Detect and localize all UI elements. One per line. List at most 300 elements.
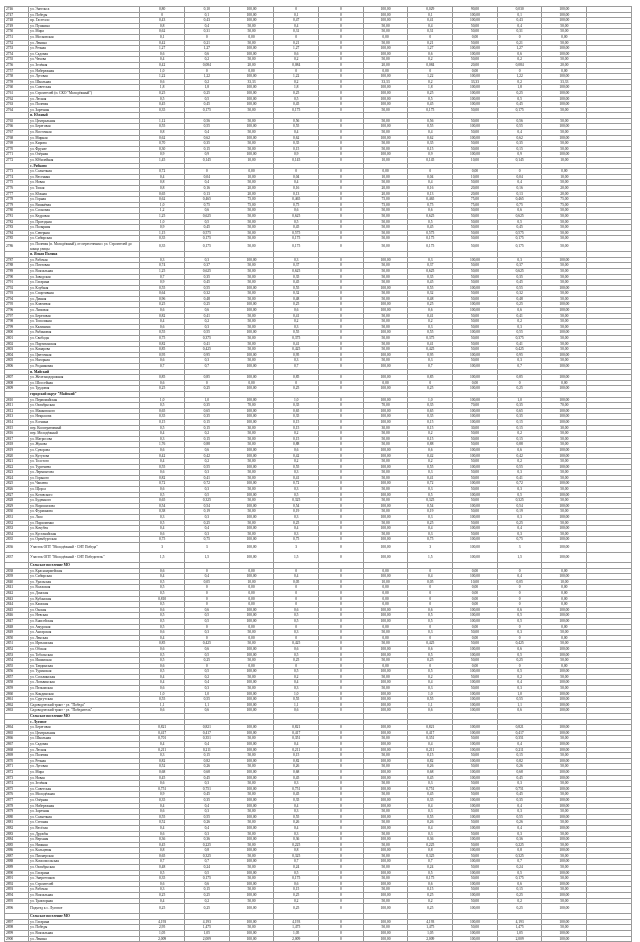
value-cell: 0,2: [274, 431, 319, 437]
value-cell: 100,00: [542, 919, 587, 925]
document-page: [4, 6, 632, 942]
value-cell: 0: [319, 481, 364, 487]
value-cell: 0,3: [408, 686, 453, 692]
value-cell: 0,26: [274, 820, 319, 826]
value-cell: 0,15: [274, 436, 319, 442]
value-cell: 0,41: [408, 475, 453, 481]
row-number: 2759: [5, 79, 29, 85]
value-cell: 0,6: [140, 686, 185, 692]
value-cell: 0,68: [140, 769, 185, 775]
value-cell: 0,41: [497, 341, 542, 347]
value-cell: 100,00: [542, 375, 587, 381]
value-cell: 100,00: [453, 124, 498, 130]
value-cell: 50,00: [363, 674, 408, 680]
value-cell: 0,5: [408, 652, 453, 658]
value-cell: 100,00: [542, 51, 587, 57]
value-cell: 0,35: [408, 414, 453, 420]
value-cell: 0,325: [274, 853, 319, 859]
value-cell: 0,9: [274, 152, 319, 158]
value-cell: 75,00: [542, 197, 587, 203]
street-name-cell: Участок ОПТ "Молодёжный - СНТ Победа": [29, 543, 140, 553]
value-cell: 1,05: [140, 931, 185, 937]
row-number: 2775: [5, 180, 29, 186]
row-number: 2869: [5, 753, 29, 759]
value-cell: 0,45: [497, 792, 542, 798]
value-cell: 50,00: [363, 118, 408, 124]
value-cell: 0: [274, 169, 319, 175]
row-number: 2789: [5, 268, 29, 274]
value-cell: 0: [319, 820, 364, 826]
row-number: 2834: [5, 531, 29, 537]
value-cell: 0,41: [274, 475, 319, 481]
value-cell: 0,00: [542, 602, 587, 608]
value-cell: 0,35: [184, 403, 229, 409]
value-cell: 50,00: [542, 23, 587, 29]
value-cell: 50,00: [542, 853, 587, 859]
street-name-cell: Садоводческий тракт - ул. "Победитель": [29, 708, 140, 714]
value-cell: 50,00: [453, 842, 498, 848]
value-cell: 100,00: [453, 285, 498, 291]
value-cell: 0,3: [497, 831, 542, 837]
value-cell: 0: [319, 531, 364, 537]
value-cell: 0: [497, 624, 542, 630]
street-name-cell: ул. Амурская: [29, 624, 140, 630]
value-cell: 0: [319, 708, 364, 714]
value-cell: 0,575: [274, 230, 319, 236]
value-cell: 100,00: [542, 46, 587, 52]
value-cell: 1,0: [140, 219, 185, 225]
value-cell: 50,00: [363, 736, 408, 742]
value-cell: 100,00: [363, 742, 408, 748]
value-cell: 100,00: [229, 691, 274, 697]
value-cell: 50,00: [363, 781, 408, 787]
street-name-cell: ул. Котовского: [29, 492, 140, 498]
value-cell: 0,45: [184, 775, 229, 781]
value-cell: 0: [319, 130, 364, 136]
value-cell: 0,42: [140, 40, 185, 46]
value-cell: 0,3: [408, 470, 453, 476]
value-cell: 1,12: [140, 118, 185, 124]
street-name-cell: ул. Кондинская: [29, 691, 140, 697]
value-cell: 100,00: [453, 803, 498, 809]
value-cell: 0,5: [408, 613, 453, 619]
value-cell: 0,35: [140, 414, 185, 420]
value-cell: 100,00: [542, 503, 587, 509]
value-cell: 0,00: [453, 568, 498, 574]
value-cell: 100,00: [363, 848, 408, 854]
value-cell: 1,22: [140, 74, 185, 80]
value-cell: 1,05: [408, 931, 453, 937]
value-cell: 0,3: [184, 487, 229, 493]
value-cell: 0,5: [274, 219, 319, 225]
value-cell: 0,417: [140, 730, 185, 736]
value-cell: 0: [184, 635, 229, 641]
value-cell: 0,82: [184, 758, 229, 764]
value-cell: 0,04: [497, 174, 542, 180]
value-cell: 0,55: [184, 814, 229, 820]
value-cell: 1,22: [274, 74, 319, 80]
value-cell: 100,00: [363, 397, 408, 403]
row-number: 2803: [5, 347, 29, 353]
value-cell: 100,00: [542, 652, 587, 658]
value-cell: 0: [497, 585, 542, 591]
value-cell: 100,00: [229, 51, 274, 57]
value-cell: 50,00: [542, 319, 587, 325]
value-cell: 0,5: [408, 96, 453, 102]
street-name-cell: ул. Фрунзе: [29, 146, 140, 152]
value-cell: 50,00: [542, 146, 587, 152]
value-cell: 1,0: [408, 691, 453, 697]
value-cell: 100,00: [363, 85, 408, 91]
value-cell: 50,00: [229, 241, 274, 251]
value-cell: 0,5: [140, 425, 185, 431]
value-cell: 0,15: [408, 436, 453, 442]
value-cell: 0: [319, 74, 364, 80]
value-cell: 1,0: [274, 691, 319, 697]
value-cell: 0: [319, 742, 364, 748]
value-cell: 0,810: [140, 596, 185, 602]
value-cell: 0: [319, 158, 364, 164]
row-number: 2864: [5, 725, 29, 731]
row-number: 2793: [5, 291, 29, 297]
value-cell: 0,35: [497, 414, 542, 420]
value-cell: 0,26: [408, 820, 453, 826]
value-cell: 0,00: [229, 568, 274, 574]
value-cell: 0: [497, 635, 542, 641]
value-cell: 50,00: [542, 230, 587, 236]
value-cell: 50,00: [542, 225, 587, 231]
value-cell: 100,00: [453, 330, 498, 336]
row-number: 2849: [5, 630, 29, 636]
street-name-cell: ул. Сосновая: [29, 208, 140, 214]
value-cell: 0,3: [184, 781, 229, 787]
value-cell: 0,2: [274, 459, 319, 465]
street-name-cell: ул. Оренбургская: [29, 537, 140, 543]
value-cell: 50,00: [229, 792, 274, 798]
value-cell: 100,00: [542, 786, 587, 792]
value-cell: 0,24: [408, 865, 453, 871]
value-cell: 0,72: [274, 481, 319, 487]
value-cell: 0: [319, 543, 364, 553]
value-cell: 0: [319, 526, 364, 532]
value-cell: 50,00: [363, 280, 408, 286]
value-cell: 0: [184, 624, 229, 630]
value-cell: 50,00: [363, 319, 408, 325]
value-cell: 0,64: [140, 291, 185, 297]
value-cell: 0,37: [497, 263, 542, 269]
value-cell: 0,42: [497, 453, 542, 459]
value-cell: 0,45: [497, 225, 542, 231]
value-cell: 0,465: [408, 197, 453, 203]
value-cell: 50,00: [453, 291, 498, 297]
row-number: 2784: [5, 230, 29, 236]
value-cell: 0,225: [274, 842, 319, 848]
value-cell: 100,00: [542, 669, 587, 675]
value-cell: 0,625: [497, 268, 542, 274]
value-cell: 0,13: [184, 191, 229, 197]
row-number: 2808: [5, 380, 29, 386]
value-cell: 50,00: [453, 531, 498, 537]
row-number: 2872: [5, 769, 29, 775]
value-cell: 100,00: [363, 646, 408, 652]
value-cell: 33,33: [542, 79, 587, 85]
value-cell: 50,00: [542, 753, 587, 759]
value-cell: 50,00: [229, 674, 274, 680]
value-cell: 0,5: [184, 669, 229, 675]
value-cell: 0: [319, 663, 364, 669]
value-cell: 100,00: [453, 691, 498, 697]
value-cell: 50,00: [453, 442, 498, 448]
value-cell: 0,175: [408, 876, 453, 882]
value-cell: 50,00: [542, 263, 587, 269]
value-cell: 0: [319, 414, 364, 420]
value-cell: 100,00: [453, 543, 498, 553]
value-cell: 0,00: [229, 635, 274, 641]
row-number: 2900: [5, 936, 29, 942]
value-cell: 100,00: [542, 837, 587, 843]
street-name-cell: Садоводческий тракт - ул. "Победа": [29, 702, 140, 708]
value-cell: 0: [319, 870, 364, 876]
value-cell: 50,00: [542, 268, 587, 274]
value-cell: 100,00: [363, 364, 408, 370]
value-cell: 100,00: [453, 786, 498, 792]
value-cell: 0,375: [184, 336, 229, 342]
value-cell: 0,55: [184, 124, 229, 130]
row-number: 2832: [5, 520, 29, 526]
value-cell: 100,00: [542, 419, 587, 425]
value-cell: 0,82: [408, 758, 453, 764]
value-cell: 0,55: [274, 330, 319, 336]
value-cell: 100,00: [229, 769, 274, 775]
value-cell: 0,4: [140, 57, 185, 63]
value-cell: 0: [319, 553, 364, 563]
value-cell: 100,00: [363, 352, 408, 358]
value-cell: 50,00: [453, 107, 498, 113]
street-name-cell: ул. Тополиная: [29, 319, 140, 325]
value-cell: 100,00: [363, 537, 408, 543]
row-number: 2815: [5, 425, 29, 431]
value-cell: 100,00: [542, 618, 587, 624]
value-cell: 0,029: [408, 7, 453, 13]
value-cell: 0,4: [274, 825, 319, 831]
value-cell: 0,6: [274, 708, 319, 714]
value-cell: 100,00: [229, 730, 274, 736]
value-cell: 0,145: [184, 158, 229, 164]
value-cell: 0,6: [497, 646, 542, 652]
value-cell: 1,27: [408, 46, 453, 52]
value-cell: 0,701: [140, 736, 185, 742]
value-cell: 100,00: [453, 825, 498, 831]
value-cell: 50,00: [453, 498, 498, 504]
value-cell: 0: [319, 135, 364, 141]
value-cell: 0,41: [274, 313, 319, 319]
value-cell: 0: [184, 68, 229, 74]
street-name-cell: ул. Луговая: [29, 764, 140, 770]
value-cell: 10,00: [542, 158, 587, 164]
value-cell: 0,55: [408, 697, 453, 703]
value-cell: 100,00: [363, 607, 408, 613]
table-row: [5, 543, 632, 553]
value-cell: 10,00: [453, 579, 498, 585]
value-cell: 100,00: [453, 574, 498, 580]
value-cell: 0,6: [140, 630, 185, 636]
value-cell: 0,04: [274, 174, 319, 180]
value-cell: 0,225: [497, 842, 542, 848]
value-cell: 0,19: [274, 509, 319, 515]
value-cell: 50,00: [453, 509, 498, 515]
street-name-cell: ул. Рябиновая: [29, 330, 140, 336]
value-cell: 0,00: [453, 663, 498, 669]
street-name-cell: ул. Трудовая: [29, 386, 140, 392]
street-name-cell: ул. Ишимская: [29, 658, 140, 664]
row-number: 2769: [5, 141, 29, 147]
value-cell: 0,821: [497, 725, 542, 731]
street-name-cell: ул. Пушкина: [29, 23, 140, 29]
value-cell: 50,00: [453, 274, 498, 280]
value-cell: 0,575: [497, 230, 542, 236]
row-number: 2785: [5, 236, 29, 242]
value-cell: 1,05: [274, 931, 319, 937]
value-cell: 50,00: [229, 29, 274, 35]
value-cell: 50,00: [229, 107, 274, 113]
value-cell: 0,6: [140, 358, 185, 364]
value-cell: 100,00: [229, 503, 274, 509]
row-number: 2839: [5, 574, 29, 580]
value-cell: 50,00: [542, 274, 587, 280]
value-cell: 0,19: [184, 509, 229, 515]
value-cell: 0,48: [184, 296, 229, 302]
street-name-cell: ул. Окская: [29, 607, 140, 613]
value-cell: 100,00: [453, 453, 498, 459]
value-cell: 0: [319, 607, 364, 613]
value-cell: 100,00: [542, 803, 587, 809]
value-cell: 0,15: [274, 419, 319, 425]
street-name-cell: ул. Щорса: [29, 487, 140, 493]
value-cell: 0,41: [408, 341, 453, 347]
row-number: 2767: [5, 130, 29, 136]
row-number: 2819: [5, 447, 29, 453]
value-cell: 0,62: [140, 197, 185, 203]
value-cell: 0,82: [140, 758, 185, 764]
value-cell: 100,00: [363, 419, 408, 425]
row-number: 2798: [5, 319, 29, 325]
row-number: 2813: [5, 414, 29, 420]
value-cell: 50,00: [363, 509, 408, 515]
value-cell: 0,00: [363, 596, 408, 602]
value-cell: 0,3: [408, 487, 453, 493]
street-name-cell: ул. Береговая: [29, 124, 140, 130]
street-name-cell: Подъезд к с. Луговое: [29, 904, 140, 914]
value-cell: 0,8: [140, 23, 185, 29]
row-number: 2878: [5, 803, 29, 809]
value-cell: 100,00: [542, 537, 587, 543]
value-cell: 0: [319, 736, 364, 742]
street-name-cell: ул. Чапаева: [29, 481, 140, 487]
value-cell: 0,625: [184, 268, 229, 274]
value-cell: 0,38: [140, 509, 185, 515]
value-cell: 0: [319, 893, 364, 899]
value-cell: 0,4: [140, 898, 185, 904]
value-cell: 0,54: [184, 503, 229, 509]
value-cell: 100,00: [453, 397, 498, 403]
value-cell: 50,00: [363, 487, 408, 493]
value-cell: 100,00: [229, 308, 274, 314]
row-number: 2865: [5, 730, 29, 736]
row-number: 2809: [5, 386, 29, 392]
street-name-cell: пер. Кооперативный: [29, 425, 140, 431]
value-cell: 50,00: [229, 280, 274, 286]
value-cell: 0,82: [140, 475, 185, 481]
value-cell: 50,00: [363, 792, 408, 798]
value-cell: 0,3: [274, 515, 319, 521]
value-cell: 100,00: [453, 526, 498, 532]
value-cell: 0: [319, 341, 364, 347]
value-cell: 100,00: [453, 814, 498, 820]
value-cell: 0,625: [408, 213, 453, 219]
value-cell: 0,3: [408, 324, 453, 330]
value-cell: 0,6: [140, 663, 185, 669]
street-name-cell: ул. Солнечная: [29, 169, 140, 175]
value-cell: 0,6: [408, 881, 453, 887]
value-cell: 100,00: [542, 285, 587, 291]
value-cell: 0,6: [497, 881, 542, 887]
street-name-cell: ул. Полевая (п. Молодёжный), от пересечения с ул. Строителей до конца улицы: [29, 241, 140, 251]
value-cell: 0,6: [408, 708, 453, 714]
row-number: 2802: [5, 341, 29, 347]
value-cell: 50,00: [229, 498, 274, 504]
value-cell: 50,00: [542, 792, 587, 798]
row-number: 2857: [5, 674, 29, 680]
value-cell: 0,55: [140, 330, 185, 336]
table-row: [5, 904, 632, 914]
row-number: 2774: [5, 174, 29, 180]
value-cell: 50,00: [363, 520, 408, 526]
value-cell: 0,55: [274, 814, 319, 820]
value-cell: 0,04: [408, 174, 453, 180]
value-cell: 0,3: [497, 531, 542, 537]
street-name-cell: ул. Садовая: [29, 742, 140, 748]
value-cell: 100,00: [453, 859, 498, 865]
value-cell: 2,95: [140, 925, 185, 931]
value-cell: 0,55: [497, 285, 542, 291]
value-cell: 0: [319, 669, 364, 675]
value-cell: 0,6: [184, 51, 229, 57]
street-name-cell: ул. Рабочая: [29, 887, 140, 893]
value-cell: 1,27: [274, 46, 319, 52]
value-cell: 0,6: [497, 708, 542, 714]
value-cell: 100,00: [229, 481, 274, 487]
value-cell: 100,00: [453, 257, 498, 263]
value-cell: 50,00: [229, 641, 274, 647]
value-cell: 100,00: [453, 386, 498, 392]
street-name-cell: ул. Комсомольская: [29, 859, 140, 865]
value-cell: 100,00: [453, 697, 498, 703]
value-cell: 0,3: [184, 257, 229, 263]
value-cell: 100,00: [229, 375, 274, 381]
street-name-cell: ул. Озёрная: [29, 152, 140, 158]
value-cell: 0: [319, 285, 364, 291]
value-cell: 0,7: [140, 274, 185, 280]
value-cell: 0,6: [140, 470, 185, 476]
row-number: 2786: [5, 241, 29, 251]
value-cell: 100,00: [229, 607, 274, 613]
value-cell: 0,2: [497, 898, 542, 904]
row-number: 2746: [5, 7, 29, 13]
street-name-cell: ул. Гагарина: [29, 280, 140, 286]
value-cell: 20,00: [542, 191, 587, 197]
row-number: 2840: [5, 579, 29, 585]
value-cell: 100,00: [363, 697, 408, 703]
